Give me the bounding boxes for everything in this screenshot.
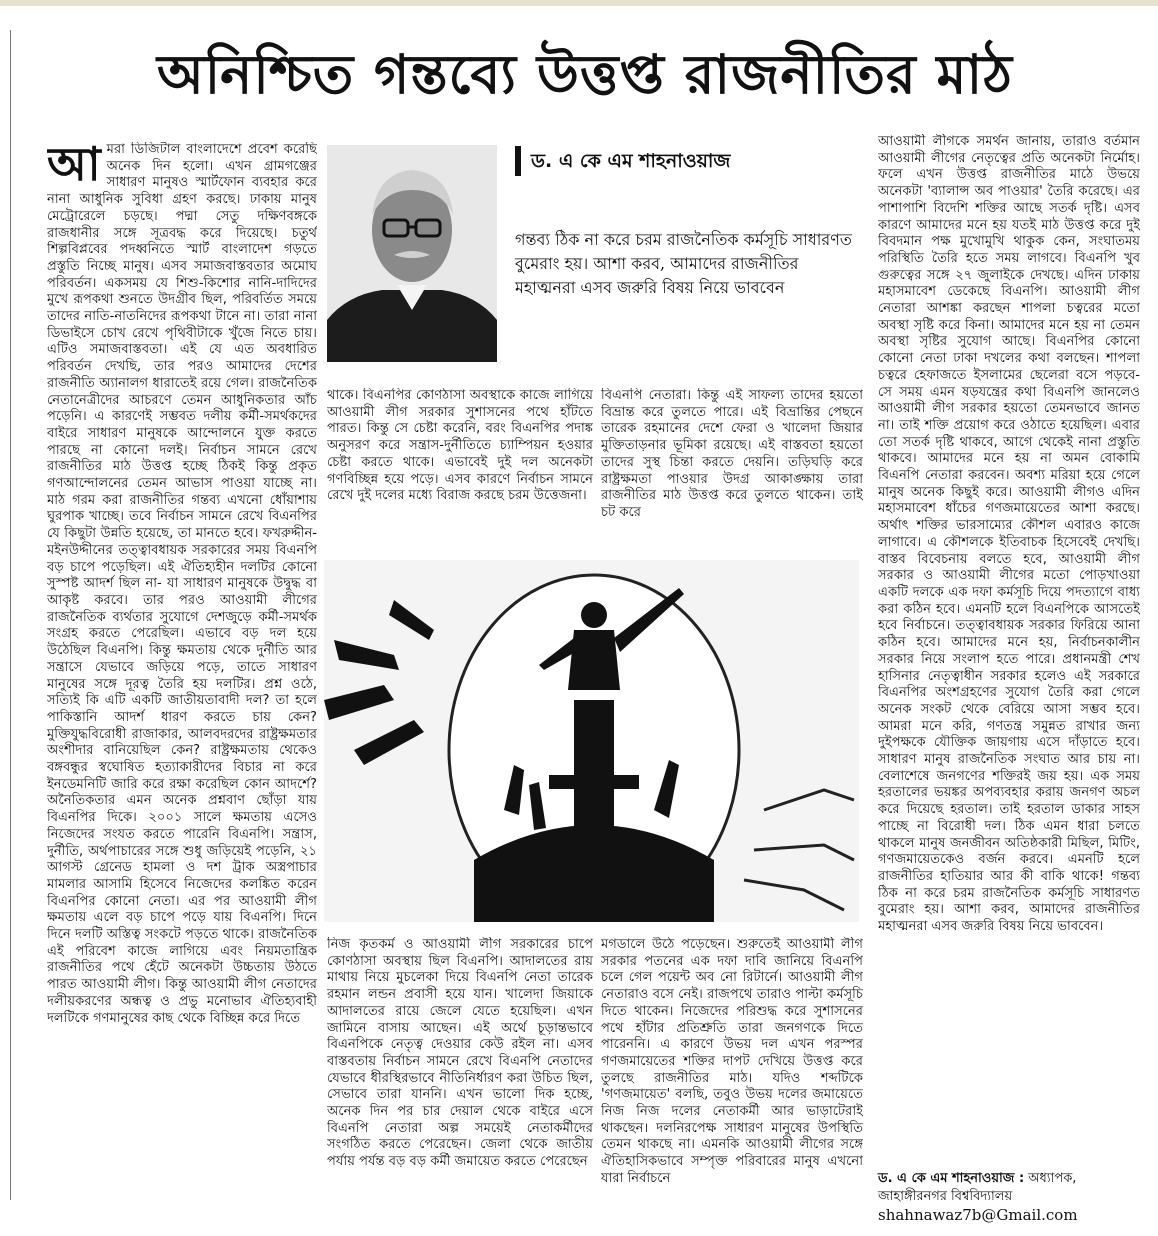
column-3-upper	[601, 388, 863, 556]
drop-cap: আ	[47, 142, 101, 191]
column-4	[878, 134, 1140, 1170]
author-byline: ড. এ কে এম শাহনাওয়াজ	[515, 146, 871, 176]
author-photo	[327, 145, 497, 362]
signoff-role: অধ্যাপক, জাহাঙ্গীরনগর বিশ্ববিদ্যালয়	[878, 1171, 1077, 1204]
signoff-name: ড. এ কে এম শাহনাওয়াজ :	[878, 1171, 1025, 1186]
column-1-text: মরা ডিজিটাল বাংলাদেশে প্রবেশ করেছি অনেক দিন হলো। এখন গ্রামগঞ্জের সাধারণ মানুষও স্মার্টফোন ব্যবহার করে নানা আধুনিক সুবিধা গ্রহণ করছে। ঢাকায় মানুষ মেট্রোরেলে চড়ছে। পদ্মা সেতু দক্ষিণবঙ্গকে রাজধানীর সঙ্গে সূত্রবদ্ধ করে দিয়েছে। চতুর্থ শিল্পবিপ্লবের পদধ্বনিতে স্মার্ট বাংলাদেশ গড়তে প্রস্তুতি নিচ্ছে মানুষ। এসব সমাজবাস্তবতার অমোঘ পরিবর্তন। একসময় যে শিশু-কিশোর নানি-দাদিদের মুখে রূপকথা শুনতে উদগ্রীব ছিল, পরিবর্তিত সময়ে তাদের নাতি-নাতনিদের রূপকথা টানে না। তারা নানা ডিভাইসে চোখ রেখে পৃথিবীটাকে খুঁজে নিতে চায়। এটিও সমাজবাস্তবতা। এই যে এত অবধারিত পরিবর্তন দেখছি, তার পরও আমাদের দেশের রাজনীতি অ্যানালগ ধারাতেই রয়ে গেল। রাজনৈতিক নেতানেত্রীদের আচরণে তেমন আধুনিকতার আঁচ পড়েনি। এ কারণেই সম্ভবত দলীয় কর্মী-সমর্থকদের বাইরে সাধারণ মানুষকে আন্দোলনে যুক্ত করতে পারছে না কোনো দলই। নির্বাচন সামনে রেখে রাজনীতির মাঠ উত্তপ্ত হচ্ছে ঠিকই কিন্তু প্রকৃত গণআন্দোলনের তেমন আভাস পাওয়া যাচ্ছে না। মাঠ গরম করা রাজনীতির গন্তব্য এখনো ধোঁয়াশায় ঘুরপাক খাচ্ছে। তবে নির্বাচন সামনে রেখে বিএনপির যে কিছুটা উন্নতি হয়েছে, তা মানতে হবে। ফখরুদ্দীন-মইনউদ্দীনের তত্ত্বাবধায়ক সরকারের সময় বিএনপি বড় চাপে পড়েছিল। এই ঐতিহ্যহীন দলটির কোনো সুস্পষ্ট আদর্শ ছিল না- যা সাধারণ মানুষকে উদ্বুদ্ধ বা আকৃষ্ট করবে। তার পরও আওয়ামী লীগের রাজনৈতিক ব্যর্থতার সুযোগে দেশজুড়ে কর্মী-সমর্থক সংগ্রহ করতে পেরেছিল। এভাবে বড় দল হয়ে উঠেছিল বিএনপি। কিন্তু ক্ষমতায় থেকে দুর্নীতি আর সন্ত্রাসে যেভাবে জড়িয়ে পড়ে, তাতে সাধারণ মানুষের সঙ্গে দূরত্ব তৈরি হয় দলটির। প্রশ্ন ওঠে, সত্যিই কি এটি একটি জাতীয়তাবাদী দল? তা হলে পাকিস্তানি আদর্শ ধারণ করতে চায় কেন? মুক্তিযুদ্ধবিরোধী রাজাকার, আলবদরদের রাষ্ট্রক্ষমতার অংশীদার বানিয়েছিল কেন? রাষ্ট্রক্ষমতায় থেকেও বঙ্গবন্ধুর স্বঘোষিত হত্যাকারীদের বিচার না করে ইনডেমনিটি জারি করে রক্ষা করেছিল কোন আদর্শে? অনৈতিকতার এমন অনেক প্রশ্নবাণ ছোঁড়া যায় বিএনপির দিকে। ২০০১ সালে ক্ষমতায় এসেও নিজেদের সংযত করতে পারেনি বিএনপি। সন্ত্রাস, দুর্নীতি, অর্থপাচারের সঙ্গে শুধু জড়িয়েই পড়েনি, ২১ আগস্ট গ্রেনেড হামলা ও দশ ট্রাক অস্ত্রপাচার মামলার আসামি হিসেবে নিজেদের কলঙ্কিত করেন বিএনপির কোনো নেতা। এর পর আওয়ামী লীগ ক্ষমতায় এলে বড় চাপে পড়ে যায় বিএনপি। দিনে দিনে দলটি অস্তিত্ব সংকটে পড়তে থাকে। রাজনৈতিক এই পরিবেশ কাজে লাগিয়ে এবং নিয়মতান্ত্রিক রাজনীতির পথে হেঁটে অনেকটা উচ্চতায় উঠতে পারত আওয়ামী লীগ। কিন্তু আওয়ামী লীগ নেতাদের দলীয়করণের অন্ধত্ব ও প্রভু মনোভাব ঐতিহ্যবাহী দলটিকে গণমানুষের কাছ থেকে বিচ্ছিন্ন করে দিতে	[47, 142, 317, 1026]
author-email[interactable]: shahnawaz7b@Gmail.com	[878, 1206, 1078, 1224]
column-3-upper-text: বিএনপি নেতারা। কিন্তু এই সাফল্য তাদের হয়তো বিভ্রান্ত করে তুলতে পারে। এই বিভ্রান্তির পেছনে তারেক রহমানের দেশে ফেরা ও খালেদা জিয়ার মুক্তিতাড়নার ভূমিকা রয়েছে। এই বাস্তবতা হয়তো তাদের সুস্থ চিন্তা করতে দেয়নি। তড়িঘড়ি করে রাষ্ট্রক্ষমতা পাওয়ার উদগ্র আকাঙ্ক্ষায় তারা রাজনীতির মাঠ উত্তপ্ত করে তুলতে থাকেন। তাই চট করে	[601, 388, 863, 520]
column-2-upper	[327, 388, 593, 556]
top-color-band	[0, 0, 1158, 6]
column-3-lower	[601, 937, 863, 1231]
column-4-text: আওয়ামী লীগকে সমর্থন জানায়, তারাও বর্তমান আওয়ামী লীগের নেতৃত্বের প্রতি অনেকটা নির্মোহ। ফলে এখন উত্তপ্ত রাজনীতির মাঠে উভয়ে অনেকটা 'ব্যালান্স অব পাওয়ার' তৈরি করেছে। এর পাশাপাশি বিদেশি শক্তির আছে সতর্ক দৃষ্টি। এসব কারণে আমাদের মনে হয় যতই মাঠ উত্তপ্ত করে দুই বিবদমান পক্ষ মুখোমুখি থাকুক কেন, সংঘাতময় পরিস্থিতি তৈরি হতে সময় লাগবে। বিএনপি খুব গুরুত্বের সঙ্গে ২৭ জুলাইকে দেখছে। এদিন ঢাকায় মহাসমাবেশ ডেকেছে বিএনপি। আওয়ামী লীগ নেতারা আশঙ্কা করছেন শাপলা চত্বরের মতো অবস্থা সৃষ্টি করে কিনা। আমাদের মনে হয় না তেমন অবস্থা সৃষ্টির সুযোগ আছে। বিএনপির কোনো কোনো নেতা ঢাকা দখলের কথা বলছেন। শাপলা চত্বরে হেফাজতে ইসলামের ছেলেরা বসে পড়বে- সে সময় এমন ষড়যন্ত্রের কথা বিএনপি জানলেও আওয়ামী লীগ সরকার হয়তো তেমনভাবে জানত না। তাই শক্তি প্রয়োগ করে ওঠাতে হয়েছিল। এবার তো সতর্ক দৃষ্টি থাকবে, আগে থেকেই নানা প্রস্তুতি থাকবে। আমাদের মনে হয় না অমন বোকামি বিএনপি নেতারা করবেন। অবশ্য মরিয়া হয়ে গেলে মানুষ অনেক কিছুই করে। আওয়ামী লীগও এদিন মহাসমাবেশ ধাঁচের গণজমায়েতের আশা করছে। অর্থাৎ শক্তির ভারসাম্যের কৌশল এবারও কাজে লাগাবে। এ কৌশলকে ইতিবাচক হিসেবেই দেখছি। বাস্তব বিবেচনায় বলতে হবে, আওয়ামী লীগ সরকার ও আওয়ামী লীগের মতো পোড়খাওয়া একটি দলকে এক দফা কর্মসূচি দিয়ে পদত্যাগে বাধ্য করা কঠিন হবে। এমনটি হলে বিএনপিকে আসতেই হবে নির্বাচনে। তত্ত্বাবধায়ক সরকার ফিরিয়ে আনা কঠিন হবে। আমাদের মনে হয়, নির্বাচনকালীন সরকার নিয়ে সংলাপ হতে পারে। প্রধানমন্ত্রী শেখ হাসিনার নেতৃত্বাধীন সরকার হলেও এই সরকারে বিএনপির অংশগ্রহণের সুযোগ তৈরি করা গেলে অনেক সংকট থেকে বেরিয়ে আসা সম্ভব হবে। আমরা মনে করি, গণতন্ত্র সমুন্নত রাখার জন্য দুইপক্ষকে যৌক্তিক জায়গায় এসে দাঁড়াতে হবে। সাধারণ মানুষ রাজনৈতিক সংঘাত আর চায় না। বেলাশেষে জনগণের শক্তিরই জয় হয়। এক সময় হরতালের ভয়ঙ্কর অপব্যবহার করায় জনগণ অচল করে দিয়েছে হরতাল। তাই হরতাল ডাকার সাহস পাচ্ছে না বিরোধী দল। ঠিক এমন ধারা চলতে থাকলে মানুষ জনজীবন অতিষ্ঠকারী মিছিল, মিটিং, গণজমায়েতকেও বর্জন করবে। এমনটি হলে রাজনীতির হাতিয়ার আর কী বাকি থাকে! গন্তব্য ঠিক না করে চরম রাজনৈতিক কর্মসূচি সাধারণত বুমেরাং হয়। আশা করব, আমাদের রাজনীতির মহাত্মনরা এসব জরুরি বিষয় নিয়ে ভাববেন।	[878, 134, 1140, 935]
column-2-lower-text: নিজ কৃতকর্ম ও আওয়ামী লীগ সরকারের চাপে কোণঠাসা অবস্থায় ছিল বিএনপি। আদালতের রায় মাথায় নিয়ে মুচলেকা দিয়ে বিএনপি নেতা তারেক রহমান লন্ডন প্রবাসী হয়ে যান। খালেদা জিয়াকে আদালতের রায়ে জেলে যেতে হয়েছিল। এখন জামিনে বাসায় আছেন। এই অর্থে চূড়ান্তভাবে বিএনপিকে নেতৃত্ব দেওয়ার কেউ রইল না। এসব বাস্তবতায় নির্বাচন সামনে রেখে বিএনপি নেতাদের যেভাবে ধীরস্থিরভাবে নীতিনির্ধারণ করা উচিত ছিল, সেভাবে তারা যাননি। এখন ভালো দিক হচ্ছে, অনেক দিন পর চার দেয়াল থেকে বাইরে এসে বিএনপি নেতারা অল্প সময়েই নেতাকর্মীদের সংগঠিত করতে পেরেছেন। জেলা থেকে জাতীয় পর্যায় পর্যন্ত বড় বড় কর্মী জমায়েত করতে পেরেছেন	[327, 937, 593, 1170]
column-3-lower-text: মগডালে উঠে পড়েছেন। শুরুতেই আওয়ামী লীগ সরকার পতনের এক দফা দাবি জানিয়ে বিএনপি চলে গেল পয়েন্ট অব নো রিটার্নে। আওয়ামী লীগ নেতারাও বসে নেই। রাজপথে তারাও পাল্টা কর্মসূচি দিতে থাকেন। নিজেদের পরিশুদ্ধ করে সুশাসনের পথে হাঁটার প্রতিশ্রুতি তারা জনগণকে দিতে পারেননি। এ কারণে উভয় দল এখন পরস্পর গণজমায়েতের শক্তির দাপট দেখিয়ে উত্তপ্ত করে তুলছে রাজনীতির মাঠ। যদিও শব্দটিকে 'গণজমায়েত' বলছি, তবুও উভয় দলের জমায়েতে নিজ নিজ দলের নেতাকর্মী আর ভাড়াটেরাই থাকছেন। দলনিরপেক্ষ সাধারণ মানুষের উপস্থিতি তেমন থাকছে না। এমনকি আওয়ামী লীগের সঙ্গে ঐতিহাসিকভাবে সম্পৃক্ত পরিবারের মানুষ এখনো যারা নির্বাচনে	[601, 937, 863, 1186]
page-edge-rule	[0, 30, 11, 1200]
pull-quote: গন্তব্য ঠিক না করে চরম রাজনৈতিক কর্মসূচি সাধারণত বুমেরাং হয়। আশা করব, আমাদের রাজনীতির মহাত্মনরা এসব জরুরি বিষয় নিয়ে ভাববেন	[515, 230, 852, 297]
political-rally-image	[324, 560, 859, 922]
column-2-upper-text: থাকে। বিএনপির কোণঠাসা অবস্থাকে কাজে লাগিয়ে আওয়ামী লীগ সরকার সুশাসনের পথে হাঁটতে পারত। কিন্তু সে চেষ্টা করেনি, বরং বিএনপির পদাঙ্ক অনুসরণ করে সন্ত্রাস-দুর্নীতিতে চ্যাম্পিয়ন হওয়ার চেষ্টা করতে থাকে। এভাবেই দুই দল অনেকটা গণবিচ্ছিন্ন হয়ে পড়ে। এসব কারণে নির্বাচন সামনে রেখে দুই দলের মধ্যে বিরাজ করছে চরম উত্তেজনা।	[327, 388, 593, 504]
headline: অনিশ্চিত গন্তব্যে উত্তপ্ত রাজনীতির মাঠ	[156, 42, 1014, 106]
column-2-lower	[327, 937, 593, 1231]
column-1	[47, 142, 317, 1232]
author-signoff	[878, 1170, 1144, 1230]
rally-illustration	[324, 560, 859, 922]
author-portrait-image	[327, 145, 497, 362]
